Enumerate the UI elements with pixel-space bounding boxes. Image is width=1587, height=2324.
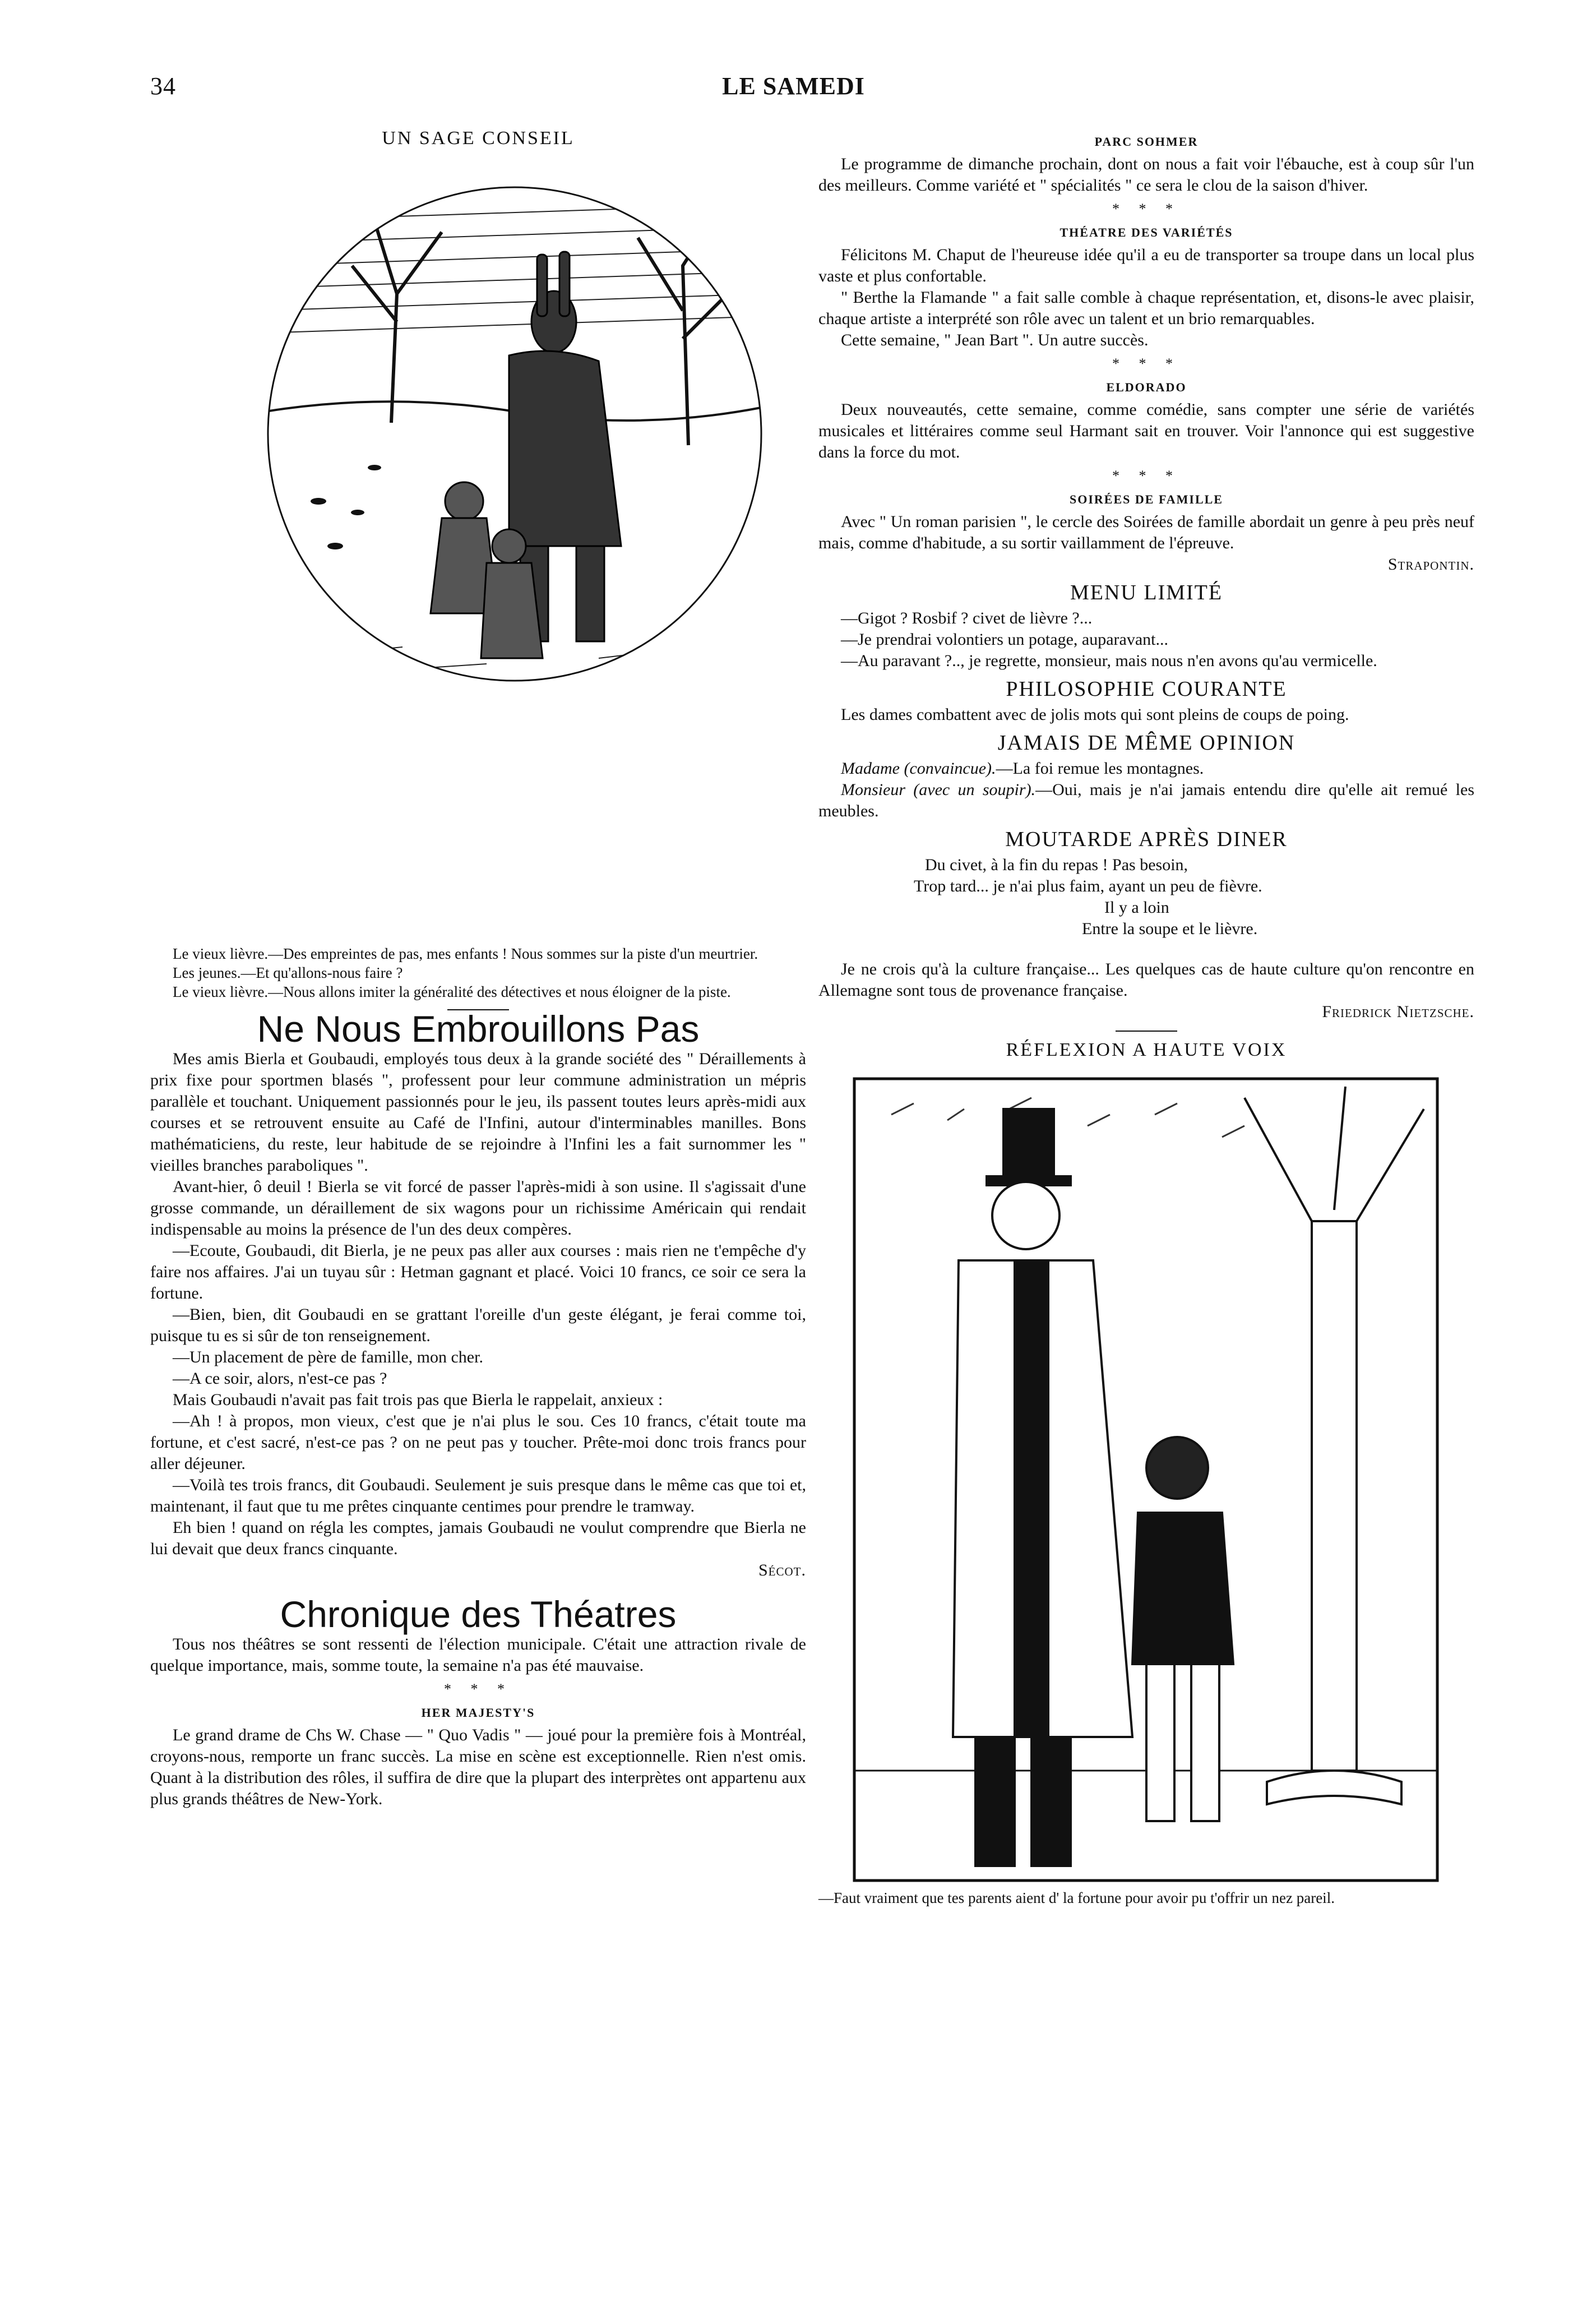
- cartoon1-title: UN SAGE CONSEIL: [382, 128, 575, 149]
- right-column: [818, 130, 1474, 1906]
- menu-line: —Je prendrai volontiers un potage, auparavant...: [841, 630, 1168, 649]
- street-cartoon-illustration: [818, 1075, 1474, 1888]
- divider: [1116, 1031, 1177, 1032]
- article1-title: Ne Nous Embrouillons Pas: [257, 1008, 700, 1050]
- page-number: 34: [150, 72, 176, 100]
- varietes-heading: THÉATRE DES VARIÉTÉS: [1059, 225, 1233, 239]
- stars-separator: * * *: [1112, 201, 1181, 217]
- paragraph: Félicitons M. Chaput de l'heureuse idée qu'il a eu de transporter sa troupe dans un local plus vaste et plus confortable.: [818, 246, 1474, 285]
- menu-line: —Gigot ? Rosbif ? civet de lièvre ?...: [841, 609, 1093, 627]
- caption-line: Le vieux lièvre.—Nous allons imiter la généralité des détectives et nous éloigner de la piste.: [173, 983, 731, 1000]
- stars-separator: * * *: [444, 1681, 512, 1697]
- paragraph: Tous nos théâtres se sont ressenti de l'élection municipale. C'était une attraction rivale de quelque importance, mais, somme toute, la semaine n'a pas été mauvaise.: [150, 1635, 806, 1675]
- verse-line: Trop tard... je n'ai plus faim, ayant un peu de fièvre.: [914, 877, 1262, 895]
- paragraph: Deux nouveautés, cette semaine, comme comédie, sans compter une série de variétés musicales et littéraires comme seul Harmant sait en trouver. Voir l'annonce qui est suggestive dans la force du mot.: [818, 400, 1474, 461]
- verse-line: Il y a loin: [1104, 898, 1169, 917]
- paragraph: —Un placement de père de famille, mon cher.: [173, 1348, 483, 1366]
- hare-cartoon: [150, 154, 806, 967]
- verse-line: Du civet, à la fin du repas ! Pas besoin,: [925, 856, 1188, 874]
- paragraph: Avec " Un roman parisien ", le cercle des Soirées de famille abordait un genre à peu près neuf mais, comme d'habitude, a su sortir vaillamment de l'épreuve.: [818, 512, 1474, 552]
- menu-title: MENU LIMITÉ: [1070, 581, 1223, 604]
- parc-heading: PARC SOHMER: [1094, 135, 1199, 149]
- soirees-signature: Strapontin.: [1387, 555, 1474, 574]
- cartoon2-caption: —Faut vraiment que tes parents aient d' la fortune pour avoir pu t'offrir un nez pareil.: [818, 1889, 1335, 1906]
- verse-line: Entre la soupe et le lièvre.: [1082, 920, 1258, 938]
- left-column: [150, 128, 806, 1810]
- article2-title: Chronique des Théatres: [280, 1593, 677, 1635]
- paragraph: —Ah ! à propos, mon vieux, c'est que je n'ai plus le sou. Ces 10 francs, c'était toute ma fortune, et c'est sacré, n'est-ce pas ? on ne peut pas y toucher. Prête-moi donc trois francs pour aller déjeuner.: [150, 1412, 806, 1473]
- moutarde-title: MOUTARDE APRÈS DINER: [1005, 828, 1288, 851]
- caption-line: Les jeunes.—Et qu'allons-nous faire ?: [173, 964, 403, 981]
- caption-line: Le vieux lièvre.—Des empreintes de pas, mes enfants ! Nous sommes sur la piste d'un meurtrier.: [173, 945, 758, 962]
- paragraph: Mais Goubaudi n'avait pas fait trois pas que Bierla le rappelait, anxieux :: [173, 1390, 663, 1409]
- dialogue-line: [818, 758, 1474, 779]
- paragraph: —A ce soir, alors, n'est-ce pas ?: [173, 1369, 387, 1388]
- street-cartoon: [818, 1075, 1474, 1906]
- paragraph: " Berthe la Flamande " a fait salle comble à chaque représentation, et, disons-le avec plaisir, chaque artiste a interprété son rôle avec un talent et un brio remarquables.: [818, 288, 1474, 328]
- journal-title: LE SAMEDI: [722, 72, 865, 100]
- speech: —Oui, mais je n'ai jamais entendu dire qu'elle ait remué les meubles.: [818, 780, 1474, 820]
- paragraph: Les dames combattent avec de jolis mots qui sont pleins de coups de poing.: [841, 705, 1349, 724]
- quote-signature: Friedrick Nietzsche.: [1322, 1002, 1474, 1021]
- paragraph: Le programme de dimanche prochain, dont on nous a fait voir l'ébauche, est à coup sûr l'un des meilleurs. Comme variété et " spécialités " ce sera le clou de la saison d'hiver.: [818, 155, 1474, 195]
- stars-separator: * * *: [1112, 468, 1181, 484]
- quote: Je ne crois qu'à la culture française... Les quelques cas de haute culture qu'on rencontre en Allemagne sont tous de provenance française.: [818, 960, 1474, 1000]
- hare-cartoon-illustration: [150, 154, 806, 967]
- dialogue-line: [818, 779, 1474, 822]
- her-majesty-heading: HER MAJESTY'S: [421, 1706, 535, 1720]
- paragraph: Cette semaine, " Jean Bart ". Un autre succès.: [841, 331, 1149, 349]
- paragraph: Avant-hier, ô deuil ! Bierla se vit forcé de passer l'après-midi à son usine. Il s'agissait d'une grosse commande, un déraillement de six wagons pour un richissime Américain qui rendait indispensable au moins la présence de l'un des deux compères.: [150, 1177, 806, 1239]
- eldorado-heading: ELDORADO: [1106, 380, 1187, 394]
- speaker: Madame (convaincue).: [841, 759, 996, 778]
- cartoon2-title: RÉFLEXION A HAUTE VOIX: [1006, 1039, 1287, 1060]
- paragraph: Le grand drame de Chs W. Chase — " Quo Vadis " — joué pour la première fois à Montréal, croyons-nous, remporte un franc succès. La mise en scène est exceptionnelle. Rien n'est omis. Quant à la distribution des rôles, il suffira de dire que la plupart des interprètes ont appartenu aux plus grands théâtres de New-York.: [150, 1726, 806, 1808]
- paragraph: Mes amis Bierla et Goubaudi, employés tous deux à la grande société des " Déraillements à prix fixe pour sportmen blasés ", professent pour leur commune administration un mépris parallèle et touchant. Uniquement passionnés pour le jeu, ils passent toutes leurs après-midi aux courses et se retrouvent ensuite au Café de l'Infini, autour d'interminables manilles. Bons mathématiciens, du reste, leur habitude de se rejoindre à l'Infini les a fait surnommer les " vieilles branches paraboliques ".: [150, 1050, 806, 1175]
- menu-line: —Au paravant ?.., je regrette, monsieur, mais nous n'en avons qu'au vermicelle.: [841, 652, 1377, 670]
- philo-title: PHILOSOPHIE COURANTE: [1006, 677, 1287, 701]
- soirees-heading: SOIRÉES DE FAMILLE: [1070, 492, 1223, 506]
- paragraph: —Ecoute, Goubaudi, dit Bierla, je ne peux pas aller aux courses : mais rien ne t'empêche d'y faire nos affaires. J'ai un tuyau sûr : Hetman gagnant et placé. Voici 10 francs, ce soir ce sera la fortune.: [150, 1241, 806, 1302]
- stars-separator: * * *: [1112, 355, 1181, 372]
- speaker: Monsieur (avec un soupir).: [841, 780, 1036, 799]
- paragraph: —Voilà tes trois francs, dit Goubaudi. Seulement je suis presque dans le même cas que toi et, maintenant, il faut que tu me prêtes cinquante centimes pour prendre le tramway.: [150, 1476, 806, 1516]
- jamais-title: JAMAIS DE MÊME OPINION: [997, 731, 1295, 755]
- article1-signature: Sécot.: [758, 1561, 806, 1579]
- speech: —La foi remue les montagnes.: [996, 759, 1204, 778]
- paragraph: —Bien, bien, dit Goubaudi en se grattant l'oreille d'un geste élégant, je ferai comme toi, puisque tu es si sûr de ton renseignement.: [150, 1305, 806, 1345]
- paragraph: Eh bien ! quand on régla les comptes, jamais Goubaudi ne voulut comprendre que Bierla ne lui devait que deux francs cinquante.: [150, 1518, 806, 1558]
